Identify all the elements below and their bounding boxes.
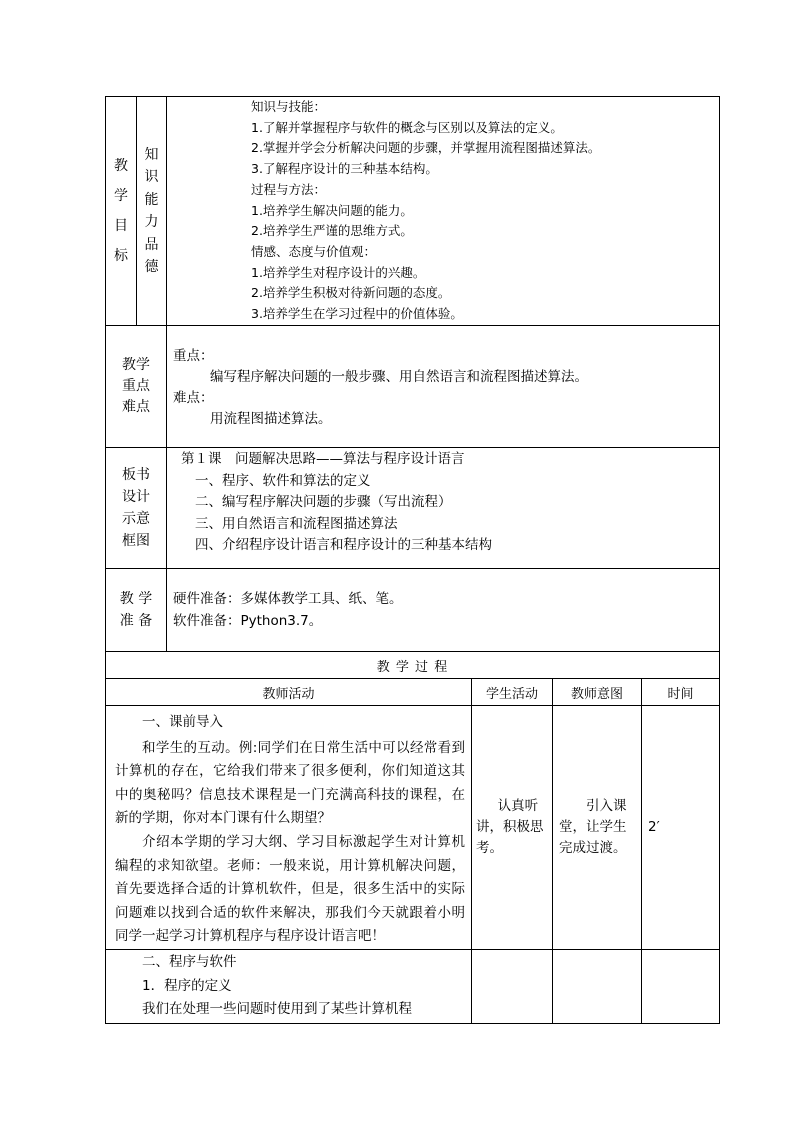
intro-paragraph-1: 和学生的互动。例:同学们在日常生活中可以经常看到计算机的存在，它给我们带来了很多便利，你们知道这其中的奥秘吗？信息技术课程是一门充满高科技的课程，在新的学期，你对本门课有什么期望？ — [115, 739, 465, 827]
objectives-line-10: 3.培养学生在学习过程中的价值体验。 — [251, 306, 463, 322]
objectives-line-1: 1.了解并掌握程序与软件的概念与区别以及算法的定义。 — [251, 119, 563, 135]
objectives-sublabel — [137, 97, 167, 326]
header-time: 时间 — [642, 679, 720, 706]
board-item-2: 二、编写程序解决问题的步骤（写出流程） — [195, 494, 452, 510]
keypoints-content — [167, 326, 720, 448]
objectives-line-4: 过程与方法： — [251, 181, 327, 197]
board-item-3: 三、用自然语言和流程图描述算法 — [195, 515, 398, 532]
board-item-1: 一、程序、软件和算法的定义 — [195, 472, 371, 489]
student-activity-intro — [472, 706, 553, 950]
board-label-1: 设计 — [122, 489, 150, 505]
programs-heading: 二、程序与软件 — [142, 954, 237, 970]
header-teacher-activity: 教师活动 — [106, 679, 472, 706]
prep-software: 软件准备：Python3.7。 — [173, 613, 323, 629]
keypoints-label-0: 教学 — [122, 357, 150, 373]
process-title: 教 学 过 程 — [106, 652, 720, 679]
board-content — [167, 448, 720, 569]
prep-label — [106, 569, 167, 652]
student-activity-programs — [472, 950, 553, 1024]
programs-subheading: 1．程序的定义 — [142, 977, 232, 994]
lesson-plan-table — [105, 96, 720, 1024]
keypoints-row — [106, 326, 720, 448]
keypoints-label-1: 重点 — [122, 378, 150, 394]
intro-paragraph-2: 介绍本学期的学习大纲、学习目标激起学生对计算机编程的求知欲望。老师：一般来说，用计算机解决问题，首先要选择合适的计算机软件，但是，很多生活中的实际问题难以找到合适的软件来解决，那我们今天就跟着小明同学一起学习计算机程序与程序设计语言吧！ — [115, 833, 465, 945]
teacher-intent-programs — [553, 950, 642, 1024]
teacher-activity-intro — [106, 706, 472, 950]
header-student-activity: 学生活动 — [472, 679, 553, 706]
board-item-4: 四、介绍程序设计语言和程序设计的三种基本结构 — [195, 537, 492, 553]
objectives-sublabel-text: 知识能力品德 — [144, 146, 159, 275]
time-intro-text: 2′ — [648, 819, 660, 835]
objectives-line-2: 2.掌握并学会分析解决问题的步骤，并掌握用流程图描述算法。 — [251, 140, 601, 156]
keypoints-label — [106, 326, 167, 448]
process-row-programs — [106, 950, 720, 1024]
objectives-line-8: 1.培养学生对程序设计的兴趣。 — [251, 264, 426, 280]
teacher-intent-intro — [553, 706, 642, 950]
board-label-3: 框图 — [122, 533, 150, 549]
keypoints-label-2: 难点 — [122, 399, 150, 415]
programs-paragraph: 我们在处理一些问题时使用到了某些计算机程 — [142, 1001, 412, 1018]
objectives-line-9: 2.培养学生积极对待新问题的态度。 — [251, 285, 451, 301]
objectives-label-text: 教学目标 — [114, 158, 128, 264]
objectives-line-0: 知识与技能： — [251, 99, 327, 114]
teacher-intent-text: 引入课堂，让学生完成过渡。 — [559, 798, 627, 856]
prep-label-0: 教 学 — [119, 591, 153, 607]
time-programs — [642, 950, 720, 1024]
board-label-0: 板书 — [122, 467, 150, 483]
objectives-label — [106, 97, 137, 326]
objectives-row — [106, 97, 720, 326]
objectives-line-7: 情感、态度与价值观： — [251, 243, 377, 259]
objectives-line-5: 1.培养学生解决问题的能力。 — [251, 202, 413, 218]
lesson-plan-page — [105, 96, 694, 1024]
prep-hardware: 硬件准备：多媒体教学工具、纸、笔。 — [173, 591, 403, 607]
board-label-2: 示意 — [122, 511, 150, 527]
objectives-line-6: 2.培养学生严谨的思维方式。 — [251, 223, 413, 239]
objectives-line-3: 3.了解程序设计的三种基本结构。 — [251, 161, 438, 177]
intro-heading: 一、课前导入 — [142, 714, 223, 730]
prep-row — [106, 569, 720, 652]
keypoints-heading-difficult: 难点： — [173, 390, 214, 406]
board-label — [106, 448, 167, 569]
prep-content — [167, 569, 720, 652]
keypoints-heading-key: 重点： — [173, 348, 214, 364]
prep-label-1: 准 备 — [119, 613, 153, 629]
objectives-content — [167, 97, 720, 326]
process-title-row — [106, 652, 720, 679]
header-teacher-intent: 教师意图 — [553, 679, 642, 706]
board-title: 第１课 问题解决思路——算法与程序设计语言 — [181, 451, 465, 467]
process-row-intro — [106, 706, 720, 950]
board-row — [106, 448, 720, 569]
teacher-activity-programs — [106, 950, 472, 1024]
student-activity-text: 认真听讲，积极思考。 — [476, 798, 544, 856]
keypoints-difficult-text: 用流程图描述算法。 — [210, 411, 332, 427]
time-intro — [642, 706, 720, 950]
process-header-row — [106, 679, 720, 706]
keypoints-key-text: 编写程序解决问题的一般步骤、用自然语言和流程图描述算法。 — [210, 369, 588, 385]
